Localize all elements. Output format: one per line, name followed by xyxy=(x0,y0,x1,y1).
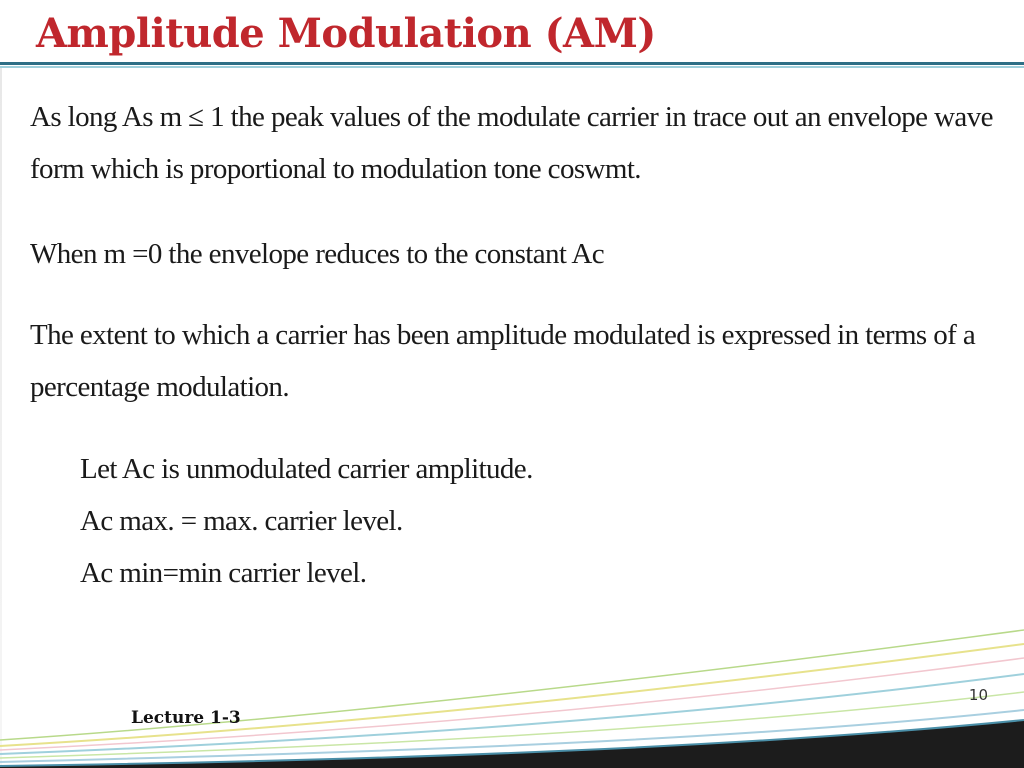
footer-label: Lecture 1-3 xyxy=(131,708,241,728)
paragraph-line: percentage modulation. xyxy=(30,371,289,403)
definition-item: Let Ac is unmodulated carrier amplitude. xyxy=(80,453,533,485)
paragraph-percentage xyxy=(30,309,975,413)
paragraph-line: form which is proportional to modulation tone coswmt. xyxy=(30,153,641,185)
definition-item: Ac max. = max. carrier level. xyxy=(80,505,403,537)
definition-item: Ac min=min carrier level. xyxy=(80,557,367,589)
paragraph-line: When m =0 the envelope reduces to the constant Ac xyxy=(30,238,605,270)
paragraph-envelope xyxy=(30,91,993,195)
paragraph-constant xyxy=(30,228,604,280)
paragraph-line: As long As m ≤ 1 the peak values of the modulate carrier in trace out an envelope wave xyxy=(30,101,993,133)
slide-title: Amplitude Modulation (AM) xyxy=(36,10,656,57)
title-underline-light xyxy=(0,66,1024,68)
paragraph-line: The extent to which a carrier has been amplitude modulated is expressed in terms of a xyxy=(30,319,976,351)
page-number: 10 xyxy=(968,686,988,704)
definitions-list xyxy=(80,443,533,599)
title-underline-dark xyxy=(0,62,1024,65)
decorative-swoosh xyxy=(0,600,1024,768)
